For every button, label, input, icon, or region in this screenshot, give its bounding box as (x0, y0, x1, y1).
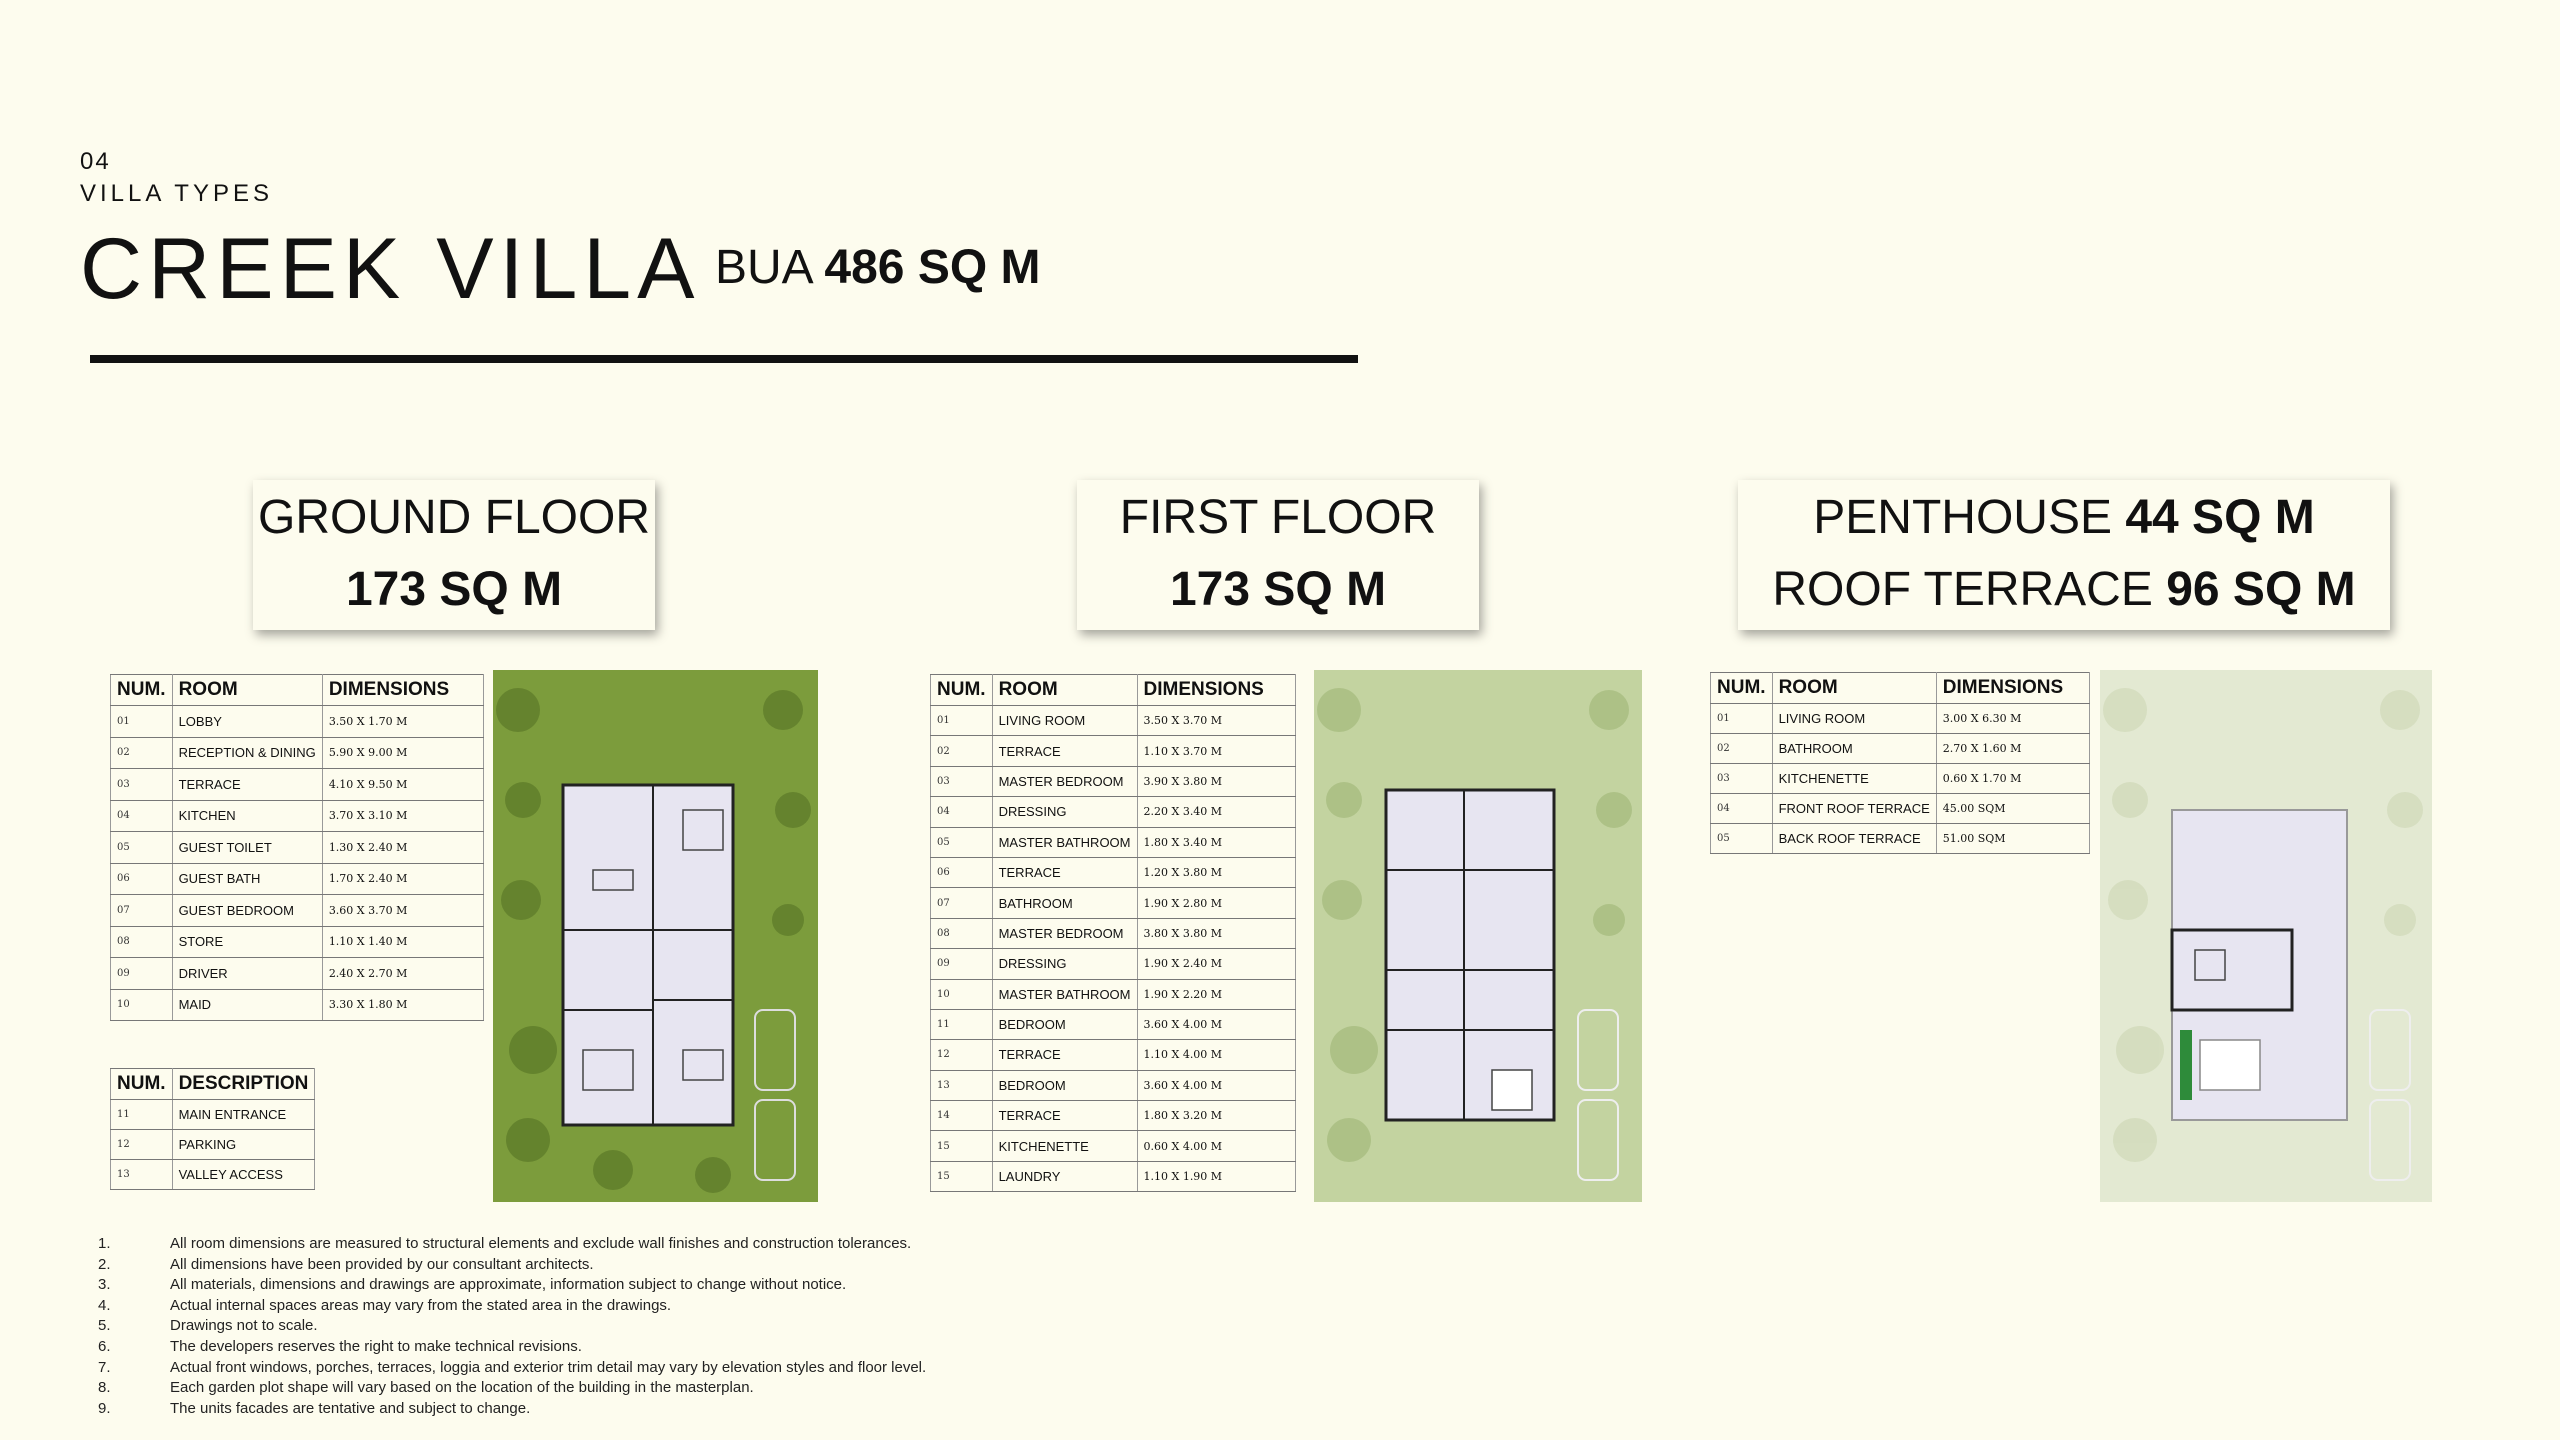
room-dimensions: 0.60 X 1.70 M (1936, 764, 2089, 794)
note-item (98, 1378, 926, 1399)
roof-terrace-label: ROOF TERRACE (1772, 563, 2153, 616)
room-dimensions: 3.30 X 1.80 M (322, 989, 483, 1021)
room-name: BATHROOM (992, 888, 1137, 918)
room-name: MASTER BEDROOM (992, 918, 1137, 948)
room-dimensions: 3.60 X 3.70 M (322, 895, 483, 927)
room-dimensions: 51.00 SQM (1936, 824, 2089, 854)
table-row (931, 1009, 1296, 1039)
room-dimensions: 3.50 X 3.70 M (1137, 706, 1296, 736)
row-number: 05 (111, 832, 173, 864)
first-floor-label: FIRST FLOOR (1119, 491, 1437, 544)
note-text: All materials, dimensions and drawings are approximate, information subject to change without notice. (170, 1276, 847, 1294)
room-name: FRONT ROOF TERRACE (1772, 794, 1936, 824)
room-name: LIVING ROOM (1772, 704, 1936, 734)
room-name: LOBBY (172, 706, 322, 738)
table-row (931, 827, 1296, 857)
room-dimensions: 3.00 X 6.30 M (1936, 704, 2089, 734)
room-dimensions: 1.20 X 3.80 M (1137, 857, 1296, 887)
table-row (111, 1130, 315, 1160)
room-dimensions: 1.90 X 2.80 M (1137, 888, 1296, 918)
table-header-row (111, 1069, 315, 1100)
table-row (111, 737, 484, 769)
note-item (98, 1296, 926, 1317)
room-dimensions: 2.70 X 1.60 M (1936, 734, 2089, 764)
ground-floor-card (253, 480, 655, 630)
room-dimensions: 2.20 X 3.40 M (1137, 797, 1296, 827)
first-floor-rooms-table (930, 674, 1296, 1192)
table-row (111, 958, 484, 990)
room-name: GUEST TOILET (172, 832, 322, 864)
room-dimensions: 3.90 X 3.80 M (1137, 766, 1296, 796)
note-number: 2. (98, 1255, 111, 1273)
room-dimensions: 3.60 X 4.00 M (1137, 1070, 1296, 1100)
bua-label: BUA (715, 241, 812, 294)
row-number: 11 (931, 1009, 993, 1039)
note-item (98, 1358, 926, 1379)
table-row (111, 706, 484, 738)
note-number: 9. (98, 1399, 111, 1417)
table-row (111, 769, 484, 801)
room-dimensions: 1.90 X 2.20 M (1137, 979, 1296, 1009)
room-name: MAID (172, 989, 322, 1021)
first-floor-card (1077, 480, 1479, 630)
table-row (111, 800, 484, 832)
table-header-row (1711, 673, 2090, 704)
room-dimensions: 3.60 X 4.00 M (1137, 1009, 1296, 1039)
note-number: 8. (98, 1379, 111, 1397)
title-underline (90, 355, 1358, 363)
col-dimensions-header: DIMENSIONS (1936, 673, 2089, 704)
room-dimensions: 1.90 X 2.40 M (1137, 949, 1296, 979)
note-number: 7. (98, 1358, 111, 1376)
penthouse-rooms-table (1710, 672, 2090, 854)
col-description-header: DESCRIPTION (172, 1069, 315, 1100)
room-name: TERRACE (992, 1040, 1137, 1070)
row-number: 05 (931, 827, 993, 857)
note-text: Actual front windows, porches, terraces, loggia and exterior trim detail may vary by elevation styles and floor level. (170, 1358, 927, 1376)
note-item (98, 1234, 926, 1255)
room-name: BEDROOM (992, 1070, 1137, 1100)
row-number: 05 (1711, 824, 1773, 854)
note-item (98, 1275, 926, 1296)
room-name: LAUNDRY (992, 1161, 1137, 1191)
table-row (1711, 734, 2090, 764)
table-row (931, 1161, 1296, 1191)
table-row (111, 989, 484, 1021)
room-dimensions: 3.70 X 3.10 M (322, 800, 483, 832)
penthouse-card (1738, 480, 2390, 630)
bua-value: 486 SQ M (824, 241, 1041, 294)
room-dimensions: 1.80 X 3.40 M (1137, 827, 1296, 857)
note-number: 6. (98, 1337, 111, 1355)
table-row (111, 863, 484, 895)
disclaimer-notes (98, 1234, 926, 1419)
room-name: BACK ROOF TERRACE (1772, 824, 1936, 854)
room-dimensions: 1.30 X 2.40 M (322, 832, 483, 864)
table-row (111, 1160, 315, 1190)
table-row (931, 918, 1296, 948)
note-text: Each garden plot shape will vary based on the location of the building in the masterplan. (170, 1379, 754, 1397)
room-dimensions: 2.40 X 2.70 M (322, 958, 483, 990)
table-row (931, 736, 1296, 766)
note-item (98, 1316, 926, 1337)
first-floor-plan-image (1314, 670, 1642, 1202)
penthouse-line (1738, 482, 2390, 554)
note-text: All room dimensions are measured to structural elements and exclude wall finishes and construction tolerances. (170, 1235, 912, 1252)
room-dimensions: 4.10 X 9.50 M (322, 769, 483, 801)
roof-terrace-area-value: 96 SQ M (2166, 563, 2356, 616)
row-number: 01 (931, 706, 993, 736)
room-name: DRESSING (992, 797, 1137, 827)
first-floor-area-value: 173 SQ M (1169, 563, 1387, 616)
row-number: 10 (111, 989, 173, 1021)
row-number: 02 (111, 737, 173, 769)
table-row (1711, 704, 2090, 734)
room-name: STORE (172, 926, 322, 958)
table-row (931, 1070, 1296, 1100)
note-item (98, 1337, 926, 1358)
table-row (111, 1100, 315, 1130)
room-dimensions: 45.00 SQM (1936, 794, 2089, 824)
room-name: TERRACE (992, 1101, 1137, 1131)
row-number: 15 (931, 1161, 993, 1191)
col-dimensions-header: DIMENSIONS (322, 675, 483, 706)
room-dimensions: 3.50 X 1.70 M (322, 706, 483, 738)
ground-floor-rooms-table (110, 674, 484, 1021)
room-name: MASTER BATHROOM (992, 979, 1137, 1009)
row-number: 01 (111, 706, 173, 738)
room-name: KITCHENETTE (1772, 764, 1936, 794)
room-dimensions: 0.60 X 4.00 M (1137, 1131, 1296, 1161)
col-num-header: NUM. (111, 675, 173, 706)
row-number: 06 (931, 857, 993, 887)
room-name: MASTER BEDROOM (992, 766, 1137, 796)
row-number: 11 (111, 1100, 173, 1130)
ground-floor-plan-image (493, 670, 818, 1202)
description-cell: MAIN ENTRANCE (172, 1100, 315, 1130)
row-number: 12 (931, 1040, 993, 1070)
note-text: Drawings not to scale. (170, 1317, 318, 1335)
col-room-header: ROOM (992, 675, 1137, 706)
note-item (98, 1399, 926, 1420)
row-number: 04 (111, 800, 173, 832)
room-name: DRIVER (172, 958, 322, 990)
col-room-header: ROOM (1772, 673, 1936, 704)
note-text: Actual internal spaces areas may vary from the stated area in the drawings. (170, 1296, 672, 1314)
table-header-row (931, 675, 1296, 706)
table-row (931, 1131, 1296, 1161)
note-text: All dimensions have been provided by our consultant architects. (170, 1255, 594, 1273)
note-text: The developers reserves the right to make technical revisions. (170, 1337, 582, 1355)
room-name: GUEST BEDROOM (172, 895, 322, 927)
note-number: 3. (98, 1276, 111, 1294)
row-number: 04 (1711, 794, 1773, 824)
ground-floor-description-table (110, 1068, 315, 1190)
col-num-header: NUM. (931, 675, 993, 706)
note-number: 1. (98, 1235, 111, 1252)
table-row (931, 706, 1296, 736)
room-dimensions: 1.10 X 3.70 M (1137, 736, 1296, 766)
penthouse-plan-image (2100, 670, 2432, 1202)
room-name: BEDROOM (992, 1009, 1137, 1039)
note-number: 4. (98, 1296, 111, 1314)
note-item (98, 1255, 926, 1276)
row-number: 03 (931, 766, 993, 796)
row-number: 15 (931, 1131, 993, 1161)
table-row (931, 857, 1296, 887)
row-number: 14 (931, 1101, 993, 1131)
row-number: 10 (931, 979, 993, 1009)
penthouse-label: PENTHOUSE (1813, 491, 2112, 544)
room-dimensions: 1.10 X 1.40 M (322, 926, 483, 958)
roof-terrace-line (1738, 554, 2390, 626)
row-number: 13 (931, 1070, 993, 1100)
ground-floor-area (253, 554, 655, 626)
row-number: 03 (1711, 764, 1773, 794)
row-number: 02 (931, 736, 993, 766)
ground-floor-title (253, 482, 655, 554)
table-row (931, 1040, 1296, 1070)
room-name: GUEST BATH (172, 863, 322, 895)
col-room-header: ROOM (172, 675, 322, 706)
section-number: 04 (80, 148, 111, 175)
table-row (931, 888, 1296, 918)
room-dimensions: 1.10 X 4.00 M (1137, 1040, 1296, 1070)
page-title: CREEK VILLA (80, 221, 701, 317)
col-num-header: NUM. (1711, 673, 1773, 704)
room-name: KITCHEN (172, 800, 322, 832)
table-row (931, 766, 1296, 796)
room-name: KITCHENETTE (992, 1131, 1137, 1161)
room-dimensions: 3.80 X 3.80 M (1137, 918, 1296, 948)
row-number: 04 (931, 797, 993, 827)
section-name: VILLA TYPES (80, 180, 273, 207)
note-number: 5. (98, 1317, 111, 1335)
row-number: 06 (111, 863, 173, 895)
ground-floor-label: GROUND FLOOR (257, 491, 650, 544)
bua-label-group (715, 240, 1040, 295)
table-header-row (111, 675, 484, 706)
row-number: 01 (1711, 704, 1773, 734)
room-name: TERRACE (172, 769, 322, 801)
row-number: 03 (111, 769, 173, 801)
room-dimensions: 1.70 X 2.40 M (322, 863, 483, 895)
row-number: 07 (931, 888, 993, 918)
row-number: 08 (111, 926, 173, 958)
row-number: 08 (931, 918, 993, 948)
penthouse-area-value: 44 SQ M (2125, 491, 2315, 544)
room-name: LIVING ROOM (992, 706, 1137, 736)
room-name: TERRACE (992, 857, 1137, 887)
row-number: 09 (111, 958, 173, 990)
description-cell: PARKING (172, 1130, 315, 1160)
first-floor-title (1077, 482, 1479, 554)
table-row (931, 979, 1296, 1009)
row-number: 02 (1711, 734, 1773, 764)
row-number: 07 (111, 895, 173, 927)
col-dimensions-header: DIMENSIONS (1137, 675, 1296, 706)
description-cell: VALLEY ACCESS (172, 1160, 315, 1190)
room-name: BATHROOM (1772, 734, 1936, 764)
table-row (1711, 794, 2090, 824)
room-dimensions: 1.80 X 3.20 M (1137, 1101, 1296, 1131)
room-name: DRESSING (992, 949, 1137, 979)
col-num-header: NUM. (111, 1069, 173, 1100)
first-floor-area (1077, 554, 1479, 626)
room-dimensions: 1.10 X 1.90 M (1137, 1161, 1296, 1191)
room-name: MASTER BATHROOM (992, 827, 1137, 857)
room-name: RECEPTION & DINING (172, 737, 322, 769)
ground-floor-area-value: 173 SQ M (345, 563, 563, 616)
table-row (1711, 824, 2090, 854)
table-row (931, 1101, 1296, 1131)
room-name: TERRACE (992, 736, 1137, 766)
row-number: 12 (111, 1130, 173, 1160)
room-dimensions: 5.90 X 9.00 M (322, 737, 483, 769)
table-row (111, 832, 484, 864)
table-row (111, 926, 484, 958)
note-text: The units facades are tentative and subject to change. (170, 1399, 531, 1417)
row-number: 13 (111, 1160, 173, 1190)
table-row (1711, 764, 2090, 794)
table-row (931, 797, 1296, 827)
table-row (931, 949, 1296, 979)
table-row (111, 895, 484, 927)
row-number: 09 (931, 949, 993, 979)
